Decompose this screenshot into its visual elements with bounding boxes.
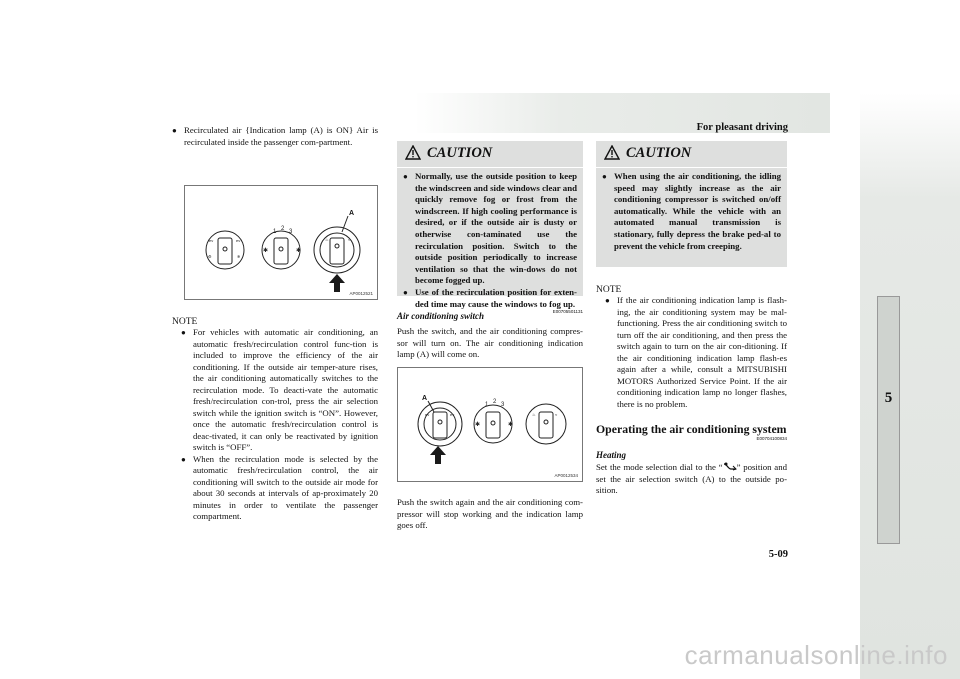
figure-control-panel-1 xyxy=(184,185,378,300)
figure1-code: AP0012521 xyxy=(349,291,373,296)
intro-bullet-item xyxy=(172,125,378,148)
figure2-code: AP0012534 xyxy=(554,473,578,478)
section-title: Operating the air conditioning system xyxy=(596,422,787,436)
figure1-label-a: A xyxy=(349,210,355,217)
note-bullet-item xyxy=(181,327,378,454)
svg-text:⚙: ⚙ xyxy=(208,254,212,259)
note-bullet-text: For vehicles with automatic air conditioning, an automatic fresh/recirculation control func-tion is included to improve the efficiency of the air conditioning. If the outside air temper-ature rises, the air conditioning automatically switches to the recirculation mode. To deacti-vate the automatic fresh/recirculation con-trol, press the air selection switch while the ignition switch is “ON”. However, once the automatic fresh/recirculation control is deac-tivated, it can only be reactivated by ignition switch is “OFF”. xyxy=(193,327,378,452)
caution-title: CAUTION xyxy=(626,145,692,161)
note-bullet-item xyxy=(181,454,378,523)
paragraph: Push the switch again and the air conditioning com-pressor will stop working and the indication lamp goes off. xyxy=(397,497,583,530)
svg-text:1: 1 xyxy=(485,402,489,408)
caution-box-1 xyxy=(397,141,583,309)
paragraph: Push the switch, and the air conditioning compres-sor will turn on. The air conditioning indication lamp (A) will come on. xyxy=(397,326,583,359)
svg-text:≈: ≈ xyxy=(348,237,351,242)
column-1-notes xyxy=(172,317,378,523)
column-1 xyxy=(172,125,378,148)
caution-box-2 xyxy=(596,141,787,267)
caution-body xyxy=(397,168,583,314)
bullet-icon: ● xyxy=(403,172,408,181)
svg-text:❄: ❄ xyxy=(237,254,241,259)
caution-bullet-item xyxy=(403,171,577,287)
bullet-icon: ● xyxy=(181,454,186,464)
svg-text:✱: ✱ xyxy=(508,422,514,428)
svg-text:✱: ✱ xyxy=(475,422,481,428)
svg-text:♨: ♨ xyxy=(325,237,329,242)
foot-mode-icon xyxy=(723,462,737,471)
intro-bullet-text: Recirculated air {Indication lamp (A) is ON} Air is recirculated inside the passenger com-partment. xyxy=(184,125,378,147)
bullet-icon: ● xyxy=(172,126,177,135)
svg-text:≈: ≈ xyxy=(555,412,558,417)
section-code: E00705501131 xyxy=(552,309,583,314)
paragraph xyxy=(596,462,787,497)
caution-body xyxy=(596,168,787,256)
page-number: 5-09 xyxy=(768,549,788,560)
caution-bullet-item xyxy=(602,171,781,252)
side-tab-band xyxy=(860,93,960,679)
column-3-section xyxy=(596,422,787,497)
note-bullet-item xyxy=(605,295,787,410)
column-3-notes xyxy=(596,285,787,410)
figure-control-panel-2 xyxy=(397,367,583,482)
column-2-text-2 xyxy=(397,497,583,532)
watermark[interactable]: carmanualsonline.info xyxy=(684,640,948,670)
section-code: E00704100834 xyxy=(756,436,787,441)
caution-bullet-text: When using the air conditioning, the idling speed may slightly increase as the air conditioning compressor is switched on/off automatically. While the vehicle with an automated manual transmission is stationary, fully depress the brake ped-al to prevent the vehicle from creeping. xyxy=(614,171,781,251)
caution-header xyxy=(397,141,583,168)
section-title: Air conditioning switch xyxy=(397,311,485,321)
svg-text:ev: ev xyxy=(425,412,430,417)
svg-text:♨: ♨ xyxy=(532,412,536,417)
svg-text:3: 3 xyxy=(501,402,505,408)
svg-text:✱: ✱ xyxy=(263,248,269,254)
note-label: NOTE xyxy=(596,285,622,295)
svg-text:2: 2 xyxy=(493,399,497,405)
chapter-tab xyxy=(877,296,900,544)
bullet-icon: ● xyxy=(403,287,408,297)
caution-header xyxy=(596,141,787,168)
column-2-text xyxy=(397,306,583,361)
svg-text:3: 3 xyxy=(289,229,293,235)
note-bullet-text: If the air conditioning indication lamp is flash-ing, the air conditioning system may be mal-functioning. Press the air conditioning switch to turn off the air conditioning, and then press the switch again to turn on the air con-ditioning. If the air conditioning indication lamp flash-es again after a while, consult a MITSUBISHI MOTORS Authorized Service Point. If the air conditioning indication lamp no longer flashes, there is no problem. xyxy=(617,295,787,409)
caution-title: CAUTION xyxy=(427,145,493,161)
svg-text:1: 1 xyxy=(273,229,277,235)
svg-text:✱: ✱ xyxy=(296,248,302,254)
warning-triangle-icon xyxy=(405,145,421,160)
svg-text:ev: ev xyxy=(450,412,455,417)
warning-triangle-icon xyxy=(604,145,620,160)
control-dials-illustration xyxy=(185,186,377,299)
svg-text:2: 2 xyxy=(281,226,285,232)
sub-title: Heating xyxy=(596,450,627,460)
caution-bullet-text: Normally, use the outside position to keep the windscreen and side windows clear and quickly remove fog or frost from the windscreen. If high cooling performance is desired, or if the outside air is dusty or otherwise con-taminated use the recirculation position. Switch to the outside position periodically to increase ventilation so that the win-dows do not become fogged up. xyxy=(415,171,577,286)
chapter-number: 5 xyxy=(884,390,893,406)
figure2-label-a: A xyxy=(422,395,428,402)
note-label: NOTE xyxy=(172,317,198,327)
bullet-icon: ● xyxy=(605,296,610,305)
paragraph-text-after: ” position and set the air selection switch (A) to the outside po-sition. xyxy=(596,462,787,495)
page-header-title: For pleasant driving xyxy=(696,122,788,133)
section-heading xyxy=(397,306,583,324)
bullet-icon: ● xyxy=(602,172,607,181)
control-dials-illustration xyxy=(398,368,582,481)
svg-text:ev: ev xyxy=(209,238,214,243)
bullet-icon: ● xyxy=(181,328,186,337)
svg-text:ev: ev xyxy=(236,238,241,243)
paragraph-text-before: Set the mode selection dial to the “ xyxy=(596,462,723,472)
note-bullet-text: When the recirculation mode is selected by the automatic fresh/recirculation control, the air conditioning will switch to the outside air mode for about 30 seconds at intervals of ap-proximately 20 minutes in order to ventilate the passenger compartment. xyxy=(193,453,378,521)
caution-bullet-text: Use of the recirculation position for exten-ded time may cause the windows to fog up. xyxy=(415,286,577,309)
